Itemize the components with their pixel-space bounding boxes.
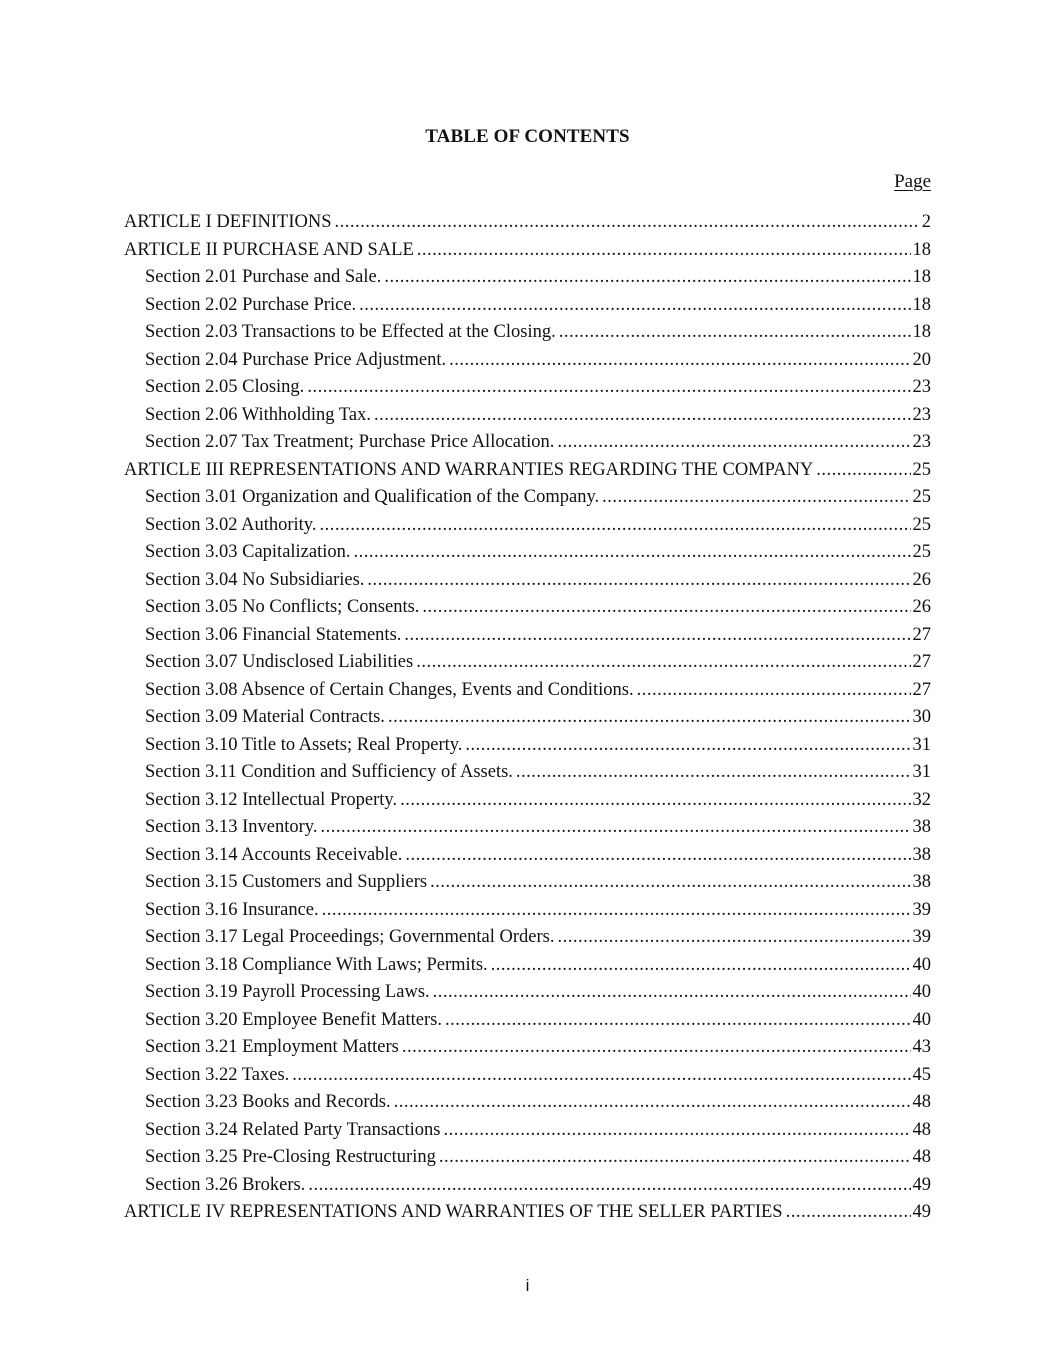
toc-entry-label: Section 3.08 Absence of Certain Changes, Events and Conditions. xyxy=(145,679,634,700)
toc-section-entry[interactable] xyxy=(124,484,931,512)
toc-entry-label: ARTICLE III REPRESENTATIONS AND WARRANTIES REGARDING THE COMPANY xyxy=(124,459,814,480)
toc-entry-page-number: 31 xyxy=(912,762,931,782)
toc-entry-label: Section 3.21 Employment Matters xyxy=(145,1037,399,1057)
toc-entry-label: Section 3.11 Condition and Sufficiency of Assets. xyxy=(145,762,513,782)
toc-entry-page-number: 49 xyxy=(912,1202,931,1222)
toc-entry-label: Section 3.17 Legal Proceedings; Governmental Orders. xyxy=(145,927,555,947)
dot-leader xyxy=(402,1034,911,1062)
dot-leader xyxy=(465,732,910,760)
dot-leader xyxy=(307,374,910,402)
toc-entry-label: Section 3.23 Books and Records. xyxy=(145,1092,391,1112)
toc-entry-page-number: 26 xyxy=(912,569,931,590)
dot-leader xyxy=(404,622,910,650)
toc-section-entry[interactable] xyxy=(124,1117,931,1145)
toc-section-entry[interactable] xyxy=(124,374,931,402)
dot-leader xyxy=(417,237,911,265)
toc-entry-page-number: 2 xyxy=(921,212,931,232)
dot-leader xyxy=(384,264,910,292)
toc-entry-page-number: 49 xyxy=(912,1174,931,1195)
toc-entry-label: Section 3.13 Inventory. xyxy=(145,817,318,837)
toc-entry-page-number: 26 xyxy=(912,597,931,617)
toc-entry-page-number: 38 xyxy=(912,844,931,865)
toc-entry-label: Section 3.19 Payroll Processing Laws. xyxy=(145,982,430,1002)
dot-leader xyxy=(430,869,910,897)
toc-entry-page-number: 48 xyxy=(912,1092,931,1112)
toc-entry-label: Section 3.10 Title to Assets; Real Property. xyxy=(145,734,463,755)
dot-leader xyxy=(292,1062,910,1090)
dot-leader xyxy=(320,814,910,842)
toc-entry-page-number: 31 xyxy=(912,734,931,755)
toc-section-entry[interactable] xyxy=(124,1172,931,1200)
dot-leader xyxy=(422,594,910,622)
toc-entry-page-number: 38 xyxy=(912,872,931,892)
toc-section-entry[interactable] xyxy=(124,512,931,540)
toc-section-entry[interactable] xyxy=(124,1062,931,1090)
toc-entry-label: ARTICLE IV REPRESENTATIONS AND WARRANTIES OF THE SELLER PARTIES xyxy=(124,1202,783,1222)
toc-entry-label: Section 3.06 Financial Statements. xyxy=(145,624,402,645)
toc-entry-page-number: 40 xyxy=(912,982,931,1002)
toc-entry-page-number: 23 xyxy=(912,404,931,425)
dot-leader xyxy=(322,897,911,925)
dot-leader xyxy=(308,1172,910,1200)
toc-entry-label: Section 3.16 Insurance. xyxy=(145,899,319,920)
toc-entry-label: Section 3.03 Capitalization. xyxy=(145,542,351,562)
dot-leader xyxy=(516,759,911,787)
toc-entry-label: Section 2.04 Purchase Price Adjustment. xyxy=(145,349,447,370)
dot-leader xyxy=(816,457,910,485)
toc-entry-label: Section 3.24 Related Party Transactions xyxy=(145,1119,441,1140)
toc-entry-page-number: 18 xyxy=(912,294,931,315)
toc-entry-page-number: 40 xyxy=(912,1009,931,1030)
toc-entry-page-number: 20 xyxy=(912,349,931,370)
toc-entry-label: Section 3.07 Undisclosed Liabilities xyxy=(145,652,414,672)
dot-leader xyxy=(491,952,911,980)
dot-leader xyxy=(559,319,911,347)
dot-leader xyxy=(405,842,910,870)
toc-section-entry[interactable] xyxy=(124,979,931,1007)
toc-section-entry[interactable] xyxy=(124,1034,931,1062)
toc-article-entry[interactable] xyxy=(124,209,931,237)
dot-leader xyxy=(449,347,910,375)
toc-entry-page-number: 39 xyxy=(912,899,931,920)
toc-entry-page-number: 25 xyxy=(912,487,931,507)
dot-leader xyxy=(400,787,910,815)
toc-entry-label: Section 3.05 No Conflicts; Consents. xyxy=(145,597,420,617)
dot-leader xyxy=(367,567,910,595)
dot-leader xyxy=(416,649,910,677)
toc-section-entry[interactable] xyxy=(124,594,931,622)
toc-entry-label: Section 3.04 No Subsidiaries. xyxy=(145,569,365,590)
dot-leader xyxy=(557,429,910,457)
toc-section-entry[interactable] xyxy=(124,924,931,952)
dot-leader xyxy=(557,924,910,952)
page-number: i xyxy=(525,1276,530,1295)
toc-section-entry[interactable] xyxy=(124,649,931,677)
dot-leader xyxy=(443,1117,910,1145)
toc-entry-page-number: 38 xyxy=(912,817,931,837)
toc-entry-label: Section 2.06 Withholding Tax. xyxy=(145,404,371,425)
toc-section-entry[interactable] xyxy=(124,952,931,980)
toc-entry-page-number: 18 xyxy=(912,267,931,287)
toc-article-entry[interactable] xyxy=(124,1199,931,1227)
toc-section-entry[interactable] xyxy=(124,567,931,595)
dot-leader xyxy=(388,704,911,732)
toc-section-entry[interactable] xyxy=(124,539,931,567)
toc-section-entry[interactable] xyxy=(124,402,931,430)
toc-entry-label: Section 3.01 Organization and Qualification of the Company. xyxy=(145,487,600,507)
toc-entry-page-number: 27 xyxy=(912,679,931,700)
toc-entry-label: Section 3.26 Brokers. xyxy=(145,1174,306,1195)
toc-section-entry[interactable] xyxy=(124,677,931,705)
toc-entry-page-number: 25 xyxy=(912,459,931,480)
toc-section-entry[interactable] xyxy=(124,319,931,347)
toc-entry-page-number: 23 xyxy=(912,377,931,397)
toc-section-entry[interactable] xyxy=(124,292,931,320)
toc-entry-page-number: 32 xyxy=(912,789,931,810)
toc-entry-label: Section 2.01 Purchase and Sale. xyxy=(145,267,382,287)
dot-leader xyxy=(786,1199,911,1227)
toc-section-entry[interactable] xyxy=(124,787,931,815)
toc-entry-page-number: 48 xyxy=(912,1119,931,1140)
toc-section-entry[interactable] xyxy=(124,869,931,897)
toc-entry-page-number: 23 xyxy=(912,432,931,452)
toc-section-entry[interactable] xyxy=(124,897,931,925)
toc-section-entry[interactable] xyxy=(124,622,931,650)
toc-article-entry[interactable] xyxy=(124,237,931,265)
toc-section-entry[interactable] xyxy=(124,814,931,842)
dot-leader xyxy=(359,292,910,320)
toc-article-entry[interactable] xyxy=(124,457,931,485)
toc-entry-page-number: 48 xyxy=(912,1147,931,1167)
toc-entry-page-number: 45 xyxy=(912,1064,931,1085)
toc-entry-page-number: 30 xyxy=(912,707,931,727)
dot-leader xyxy=(602,484,910,512)
dot-leader xyxy=(374,402,911,430)
toc-section-entry[interactable] xyxy=(124,429,931,457)
toc-entry-label: Section 2.03 Transactions to be Effected at the Closing. xyxy=(145,322,556,342)
dot-leader xyxy=(439,1144,911,1172)
toc-entry-page-number: 25 xyxy=(912,542,931,562)
toc-section-entry[interactable] xyxy=(124,264,931,292)
page-title: TABLE OF CONTENTS xyxy=(425,126,630,147)
toc-entry-label: Section 3.20 Employee Benefit Matters. xyxy=(145,1009,442,1030)
dot-leader xyxy=(433,979,911,1007)
toc-entry-page-number: 18 xyxy=(912,239,931,260)
toc-section-entry[interactable] xyxy=(124,732,931,760)
toc-list xyxy=(124,209,931,1227)
toc-entry-label: Section 3.12 Intellectual Property. xyxy=(145,789,398,810)
toc-section-entry[interactable] xyxy=(124,1007,931,1035)
toc-entry-label: ARTICLE I DEFINITIONS xyxy=(124,212,332,232)
toc-section-entry[interactable] xyxy=(124,704,931,732)
toc-entry-label: Section 3.14 Accounts Receivable. xyxy=(145,844,403,865)
page-column-label: Page xyxy=(894,171,931,192)
toc-entry-label: Section 2.05 Closing. xyxy=(145,377,305,397)
toc-entry-page-number: 39 xyxy=(912,927,931,947)
toc-entry-page-number: 27 xyxy=(912,624,931,645)
dot-leader xyxy=(335,209,920,237)
toc-section-entry[interactable] xyxy=(124,759,931,787)
toc-section-entry[interactable] xyxy=(124,1089,931,1117)
toc-entry-page-number: 43 xyxy=(912,1037,931,1057)
toc-entry-page-number: 27 xyxy=(912,652,931,672)
toc-entry-label: Section 3.18 Compliance With Laws; Permits. xyxy=(145,954,488,975)
toc-entry-label: ARTICLE II PURCHASE AND SALE xyxy=(124,239,414,260)
toc-entry-label: Section 3.02 Authority. xyxy=(145,514,317,535)
dot-leader xyxy=(445,1007,911,1035)
toc-section-entry[interactable] xyxy=(124,1144,931,1172)
dot-leader xyxy=(354,539,911,567)
toc-entry-page-number: 25 xyxy=(912,514,931,535)
toc-section-entry[interactable] xyxy=(124,347,931,375)
toc-entry-label: Section 3.25 Pre-Closing Restructuring xyxy=(145,1147,436,1167)
toc-entry-label: Section 2.02 Purchase Price. xyxy=(145,294,357,315)
toc-entry-page-number: 40 xyxy=(912,954,931,975)
toc-section-entry[interactable] xyxy=(124,842,931,870)
dot-leader xyxy=(394,1089,911,1117)
dot-leader xyxy=(637,677,911,705)
toc-entry-label: Section 2.07 Tax Treatment; Purchase Price Allocation. xyxy=(145,432,555,452)
dot-leader xyxy=(319,512,910,540)
toc-entry-label: Section 3.15 Customers and Suppliers xyxy=(145,872,428,892)
toc-entry-label: Section 3.09 Material Contracts. xyxy=(145,707,385,727)
toc-entry-page-number: 18 xyxy=(912,322,931,342)
toc-entry-label: Section 3.22 Taxes. xyxy=(145,1064,290,1085)
